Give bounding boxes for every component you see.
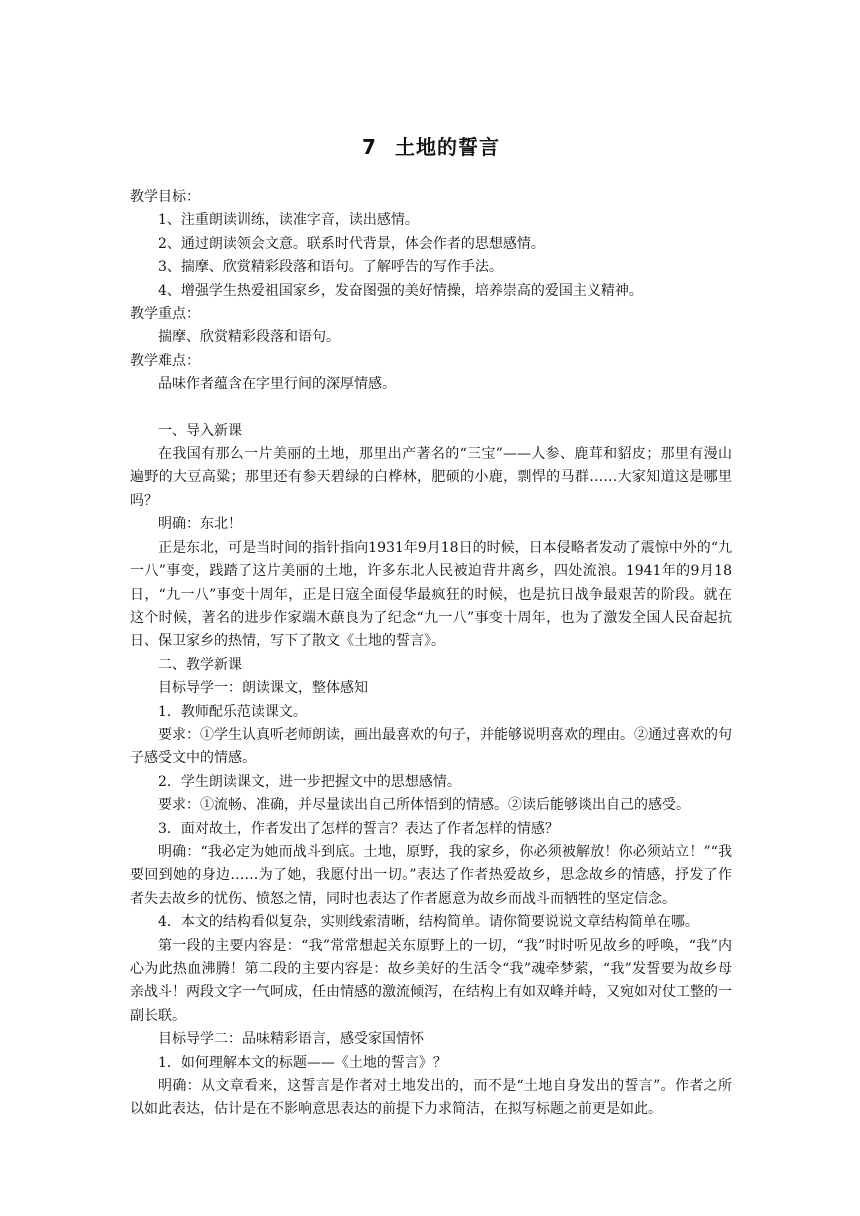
section-heading: 一、导入新课 [158,422,242,439]
question: 2．学生朗读课文，进一步把握文中的思想感情。 [158,773,461,790]
blank-line [130,397,732,420]
goal-heading: 目标导学一：朗读课文，整体感知 [158,680,368,697]
lesson-number: 7 [362,135,377,159]
question: 1．如何理解本文的标题——《土地的誓言》？ [158,1054,447,1071]
question: 4．本文的结构看似复杂，实则线索清晰，结构简单。请你简要说说文章结构简单在哪。 [158,914,699,931]
difficulties-text: 品味作者蕴含在字里行间的深厚情感。 [158,376,396,393]
goal-heading: 目标导学二：品味精彩语言，感受家国情怀 [158,1031,424,1048]
difficulties-heading: 教学难点： [130,352,200,369]
lesson-title-text: 土地的誓言 [394,135,500,159]
key-points-text: 揣摩、欣赏精彩段落和语句。 [158,329,340,346]
question: 1．教师配乐范读课文。 [158,703,307,720]
document-body [130,186,732,1122]
objective-item: 3、揣摩、欣赏精彩段落和语句。了解呼告的写作手法。 [158,259,503,276]
objective-item: 4、增强学生热爱祖国家乡，发奋图强的美好情操，培养崇高的爱国主义精神。 [158,282,643,299]
answer: 明确：从文章看来，这誓言是作者对土地发出的，而不是“土地自身发出的誓言”。作者之所以如此表达，估计是在不影响意思表达的前提下力求简洁，在拟写标题之前更是如此。 [130,1078,732,1118]
paragraph: 明确：东北！ [158,516,242,533]
objectives-heading: 教学目标： [130,189,200,205]
lesson-title [130,133,732,161]
requirement: 要求：①学生认真听老师朗读，画出最喜欢的句子，并能够说明喜欢的理由。②通过喜欢的句子感受文中的情感。 [130,726,732,767]
key-points-heading: 教学重点： [130,306,200,323]
paragraph: 正是东北，可是当时间的指针指向1931年9月18日的时候，日本侵略者发动了震惊中外的“九一八”事变，践踏了这片美丽的土地，许多东北人民被迫背井离乡，四处流浪。1941年的9月18日，“九一八”事变十周年，正是日寇全面侵华最疯狂的时候，也是抗日战争最艰苦的阶段。就在这个时候，著名的进步作家端木蕻良为了纪念“九一八”事变十周年，也为了激发全国人民奋起抗日、保卫家乡的热情，写下了散文《土地的誓言》。 [130,539,732,650]
section-heading: 二、教学新课 [158,656,242,673]
answer: 第一段的主要内容是：“我”常常想起关东原野上的一切，“我”时时听见故乡的呼唤，“我”内心为此热血沸腾！第二段的主要内容是：故乡美好的生活令“我”魂牵梦萦，“我”发誓要为故乡母亲战斗！两段文字一气呵成，任由情感的激流倾泻，在结构上有如双峰并峙，又宛如对仗工整的一副长联。 [130,937,732,1024]
requirement: 要求：①流畅、准确，并尽量读出自己所体悟到的情感。②读后能够谈出自己的感受。 [158,797,690,814]
objective-item: 1、注重朗读训练，读准字音，读出感情。 [158,212,419,229]
paragraph: 在我国有那么一片美丽的土地，那里出产著名的“三宝”——人参、鹿茸和貂皮；那里有漫山遍野的大豆高粱；那里还有参天碧绿的白桦林，肥硕的小鹿，剽悍的马群……大家知道这是哪里吗？ [130,446,732,509]
question: 3．面对故土，作者发出了怎样的誓言？表达了作者怎样的情感？ [158,820,559,837]
answer: 明确：“我必定为她而战斗到底。土地，原野，我的家乡，你必须被解放！你必须站立！”“我要回到她的身边……为了她，我愿付出一切。”表达了作者热爱故乡，思念故乡的情感，抒发了作者失去故乡的忧伤、愤怒之情，同时也表达了作者愿意为故乡而战斗而牺牲的坚定信念。 [130,843,732,907]
objective-item: 2、通过朗读领会文意。联系时代背景，体会作者的思想感情。 [158,235,545,252]
